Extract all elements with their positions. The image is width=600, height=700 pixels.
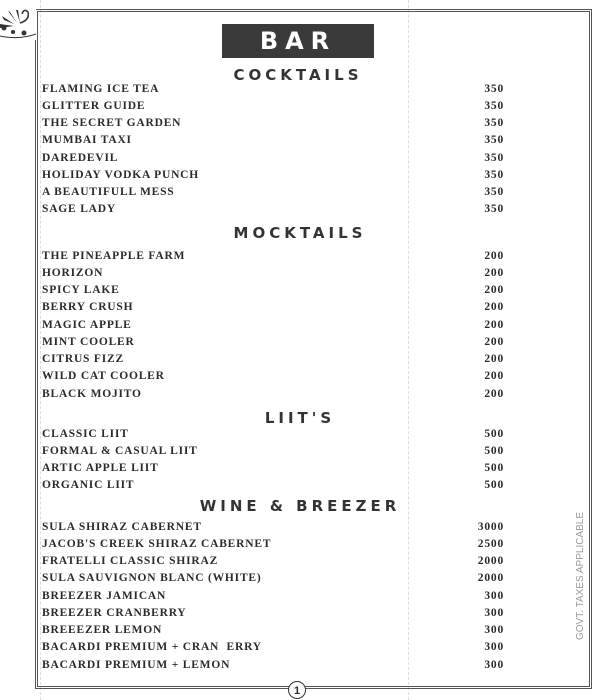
item-price: 350	[484, 99, 504, 112]
item-price: 500	[484, 462, 504, 475]
item-price: 350	[484, 168, 504, 181]
section-header-wine-breezer: WINE & BREEZER	[199, 497, 401, 515]
section-header-liits: LIIT'S	[264, 409, 336, 427]
item-name: FLAMING ICE TEA	[42, 82, 160, 95]
item-name: BACARDI PREMIUM + LEMON	[42, 658, 231, 671]
menu-item	[42, 316, 504, 333]
section-header-mocktails: MOCKTAILS	[233, 224, 367, 242]
item-name: FORMAL & CASUAL LIIT	[42, 444, 198, 457]
item-price: 200	[484, 370, 504, 383]
menu-item	[42, 201, 504, 218]
item-price: 2000	[477, 555, 504, 568]
item-name: THE PINEAPPLE FARM	[42, 249, 186, 262]
menu-item	[42, 442, 504, 459]
item-price: 350	[484, 117, 504, 130]
item-price: 500	[484, 427, 504, 440]
section-wine-breezer	[42, 518, 504, 673]
item-name: HOLIDAY VODKA PUNCH	[42, 168, 200, 181]
item-price: 200	[484, 335, 504, 348]
menu-item	[42, 247, 504, 264]
item-price: 300	[484, 658, 504, 671]
item-price: 2500	[477, 537, 504, 550]
menu-item	[42, 460, 504, 477]
menu-item	[42, 149, 504, 166]
item-name: CLASSIC LIIT	[42, 427, 129, 440]
item-price: 500	[484, 479, 504, 492]
section-cocktails	[42, 80, 504, 218]
item-name: GLITTER GUIDE	[42, 99, 146, 112]
menu-item	[42, 587, 504, 604]
item-name: CITRUS FIZZ	[42, 353, 124, 366]
item-name: BERRY CRUSH	[42, 301, 134, 314]
item-price: 300	[484, 606, 504, 619]
item-name: BREEZER JAMICAN	[42, 589, 167, 602]
item-name: SULA SAUVIGNON BLANC (WHITE)	[42, 572, 262, 585]
menu-item	[42, 518, 504, 535]
menu-item	[42, 264, 504, 281]
menu-item	[42, 622, 504, 639]
menu-item	[42, 425, 504, 442]
menu-item	[42, 115, 504, 132]
item-name: WILD CAT COOLER	[42, 370, 165, 383]
menu-item	[42, 80, 504, 97]
item-name: BREEZER CRANBERRY	[42, 606, 187, 619]
menu-item	[42, 385, 504, 402]
menu-item	[42, 639, 504, 656]
item-price: 200	[484, 318, 504, 331]
menu-item	[42, 282, 504, 299]
menu-item	[42, 351, 504, 368]
menu-item	[42, 656, 504, 673]
item-name: BACARDI PREMIUM + CRAN ERRY	[42, 641, 262, 654]
item-name: THE SECRET GARDEN	[42, 117, 182, 130]
item-price: 300	[484, 589, 504, 602]
item-price: 350	[484, 134, 504, 147]
menu-item	[42, 604, 504, 621]
taxes-note: GOVT. TAXES APPLICABLE	[575, 511, 586, 640]
item-name: MINT COOLER	[42, 335, 135, 348]
item-price: 500	[484, 444, 504, 457]
item-price: 200	[484, 266, 504, 279]
item-name: A BEAUTIFULL MESS	[42, 186, 175, 199]
item-price: 350	[484, 186, 504, 199]
item-name: BREEEZER LEMON	[42, 624, 163, 637]
item-name: HORIZON	[42, 266, 104, 279]
item-name: MAGIC APPLE	[42, 318, 132, 331]
section-header-cocktails: COCKTAILS	[233, 66, 363, 84]
item-name: ARTIC APPLE LIIT	[42, 462, 159, 475]
item-price: 200	[484, 301, 504, 314]
page-number: 1	[288, 681, 306, 699]
item-name: SAGE LADY	[42, 203, 116, 216]
menu-item	[42, 368, 504, 385]
item-price: 350	[484, 151, 504, 164]
item-price: 2000	[477, 572, 504, 585]
menu-item	[42, 535, 504, 552]
floral-ornament-icon	[0, 6, 36, 40]
menu-item	[42, 333, 504, 350]
item-name: ORGANIC LIIT	[42, 479, 135, 492]
page-title: BAR	[222, 24, 374, 58]
menu-item	[42, 132, 504, 149]
item-price: 3000	[477, 520, 504, 533]
section-liits	[42, 425, 504, 494]
item-price: 300	[484, 641, 504, 654]
menu-item	[42, 184, 504, 201]
item-name: JACOB'S CREEK SHIRAZ CABERNET	[42, 537, 272, 550]
section-mocktails	[42, 247, 504, 402]
menu-item	[42, 553, 504, 570]
item-price: 200	[484, 284, 504, 297]
item-name: SPICY LAKE	[42, 284, 120, 297]
item-price: 350	[484, 203, 504, 216]
item-name: DAREDEVIL	[42, 151, 119, 164]
menu-item	[42, 299, 504, 316]
item-name: FRATELLI CLASSIC SHIRAZ	[42, 555, 219, 568]
item-price: 200	[484, 353, 504, 366]
menu-item	[42, 570, 504, 587]
menu-item	[42, 97, 504, 114]
item-price: 200	[484, 249, 504, 262]
item-price: 200	[484, 387, 504, 400]
menu-item	[42, 477, 504, 494]
item-name: MUMBAI TAXI	[42, 134, 132, 147]
item-name: SULA SHIRAZ CABERNET	[42, 520, 202, 533]
menu-item	[42, 166, 504, 183]
item-price: 350	[484, 82, 504, 95]
item-name: BLACK MOJITO	[42, 387, 142, 400]
item-price: 300	[484, 624, 504, 637]
